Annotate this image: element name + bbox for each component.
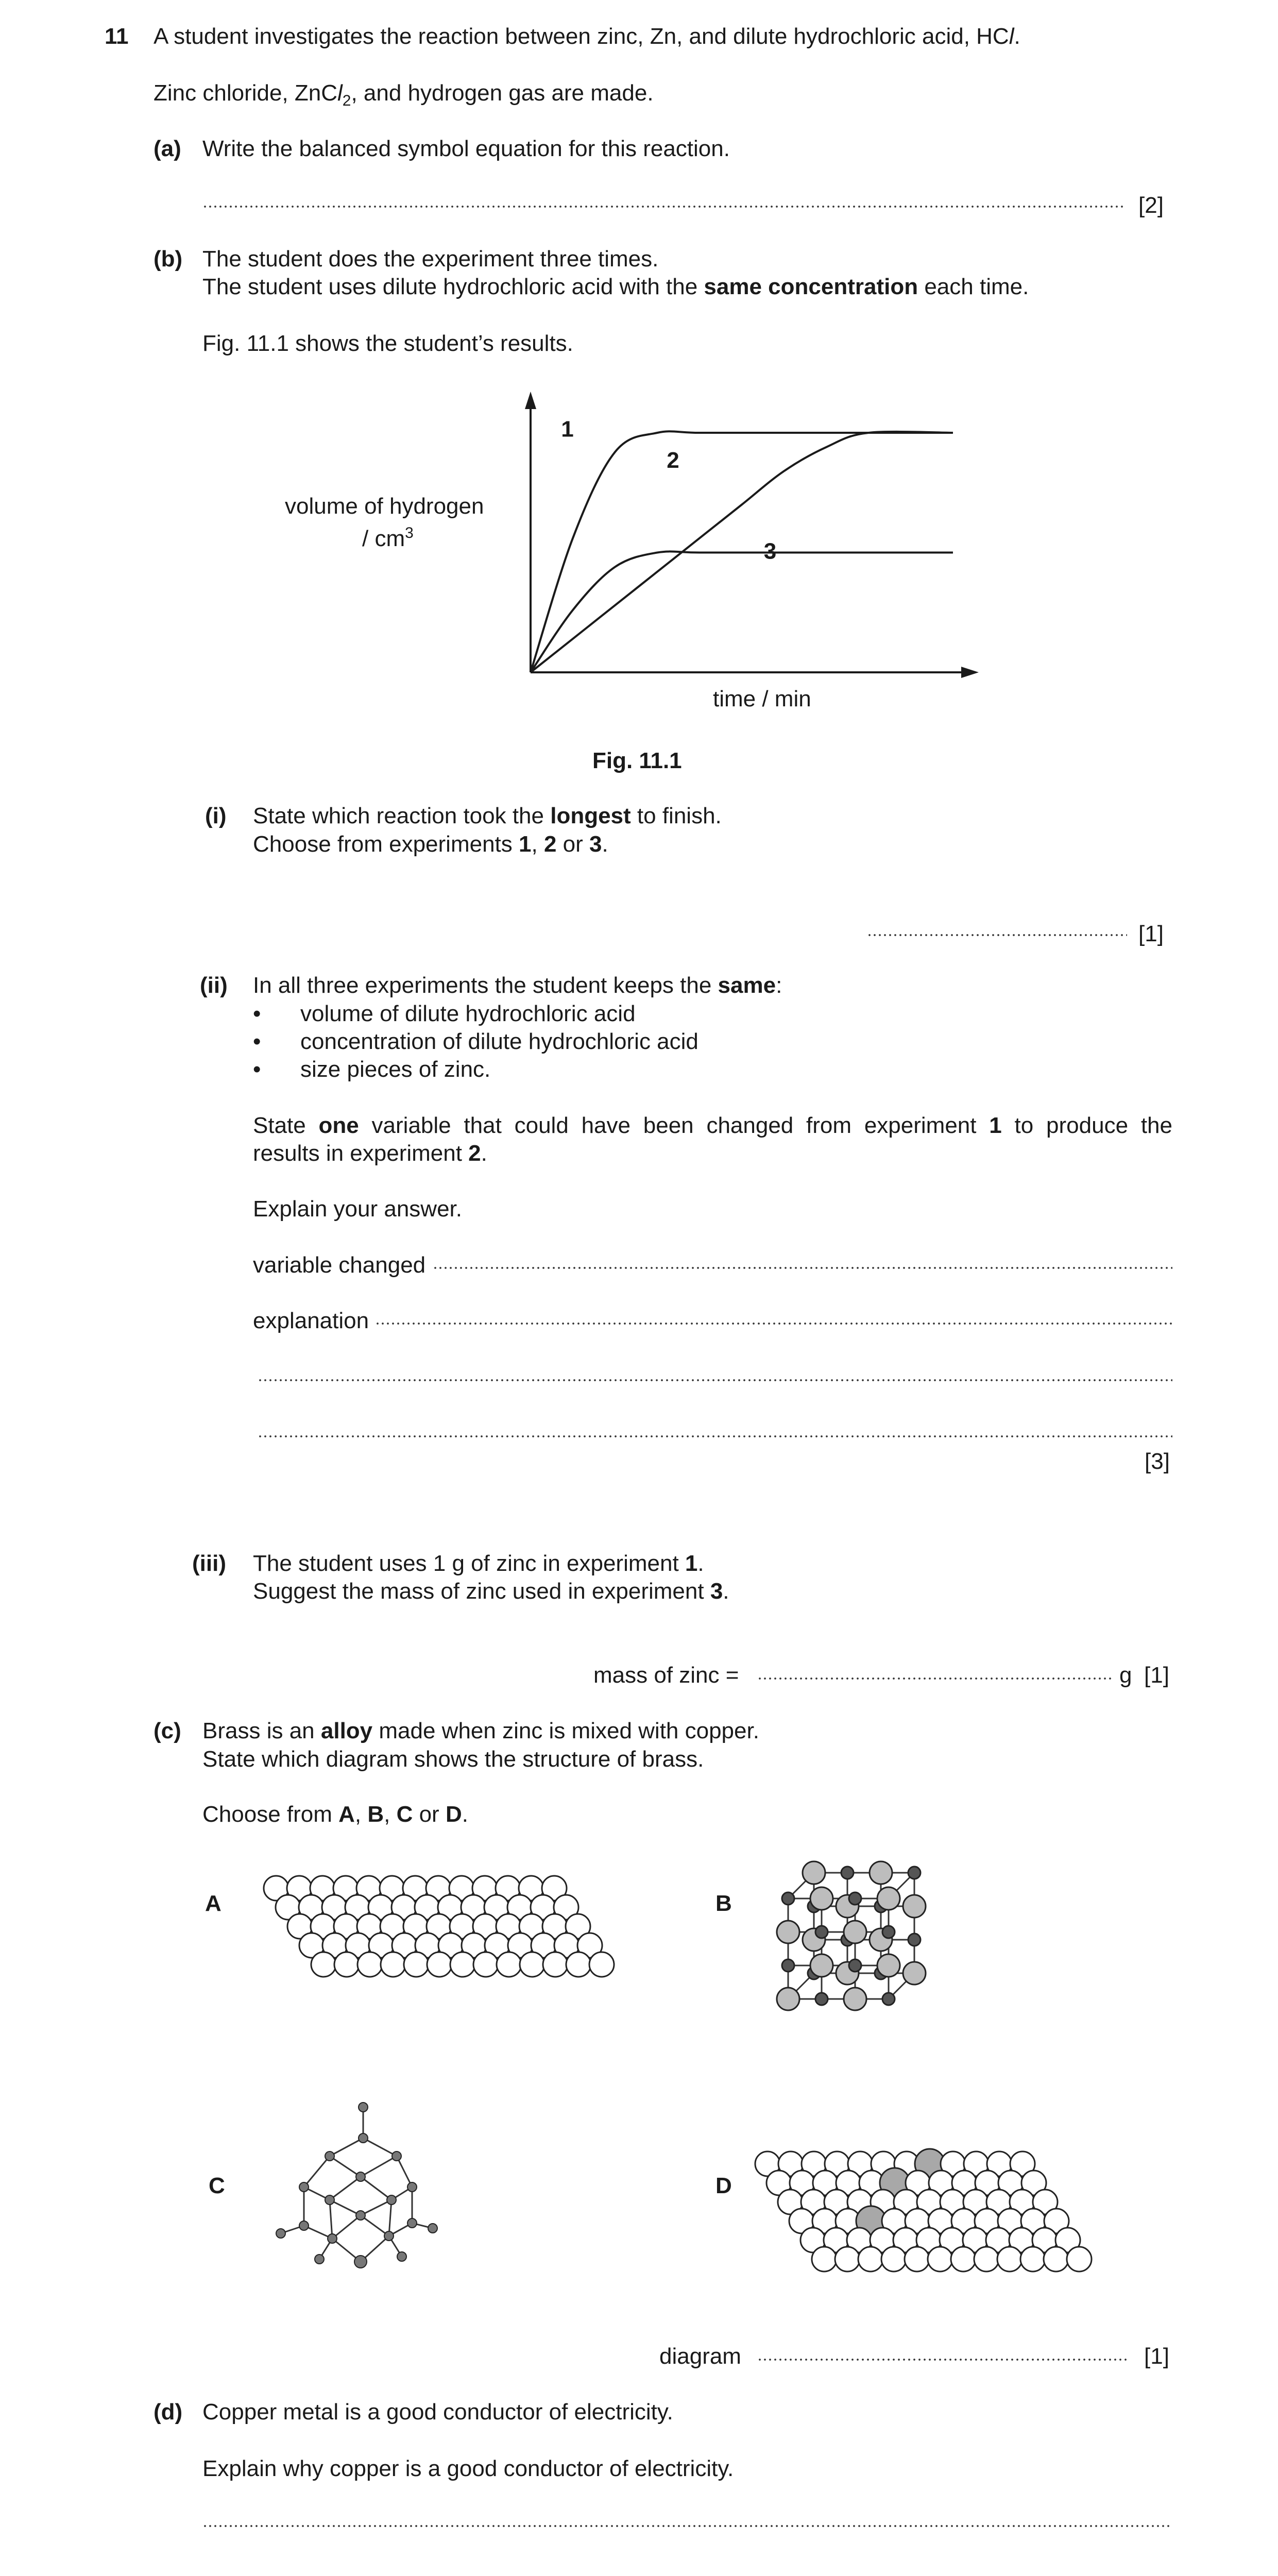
fig-caption: Fig. 11.1 (592, 748, 682, 773)
bond (330, 2200, 332, 2239)
bond (361, 2177, 391, 2200)
bullet-marker: • (253, 1029, 261, 1054)
atom (812, 2247, 837, 2272)
part-d-line1: Copper metal is a good conductor of electricity. (202, 2399, 673, 2425)
bond (361, 2156, 397, 2177)
part-d-label: (d) (154, 2399, 183, 2425)
explanation-label: explanation (253, 1308, 369, 1333)
atom (520, 1952, 544, 1977)
atom (905, 2247, 929, 2272)
part-a-label: (a) (154, 136, 181, 161)
part-a-text: Write the balanced symbol equation for this reaction. (202, 136, 730, 161)
atom (397, 2252, 406, 2261)
series-label-1: 1 (561, 416, 574, 442)
atom (384, 2231, 394, 2241)
chart-ylabel-unit: / $cm^3$ (362, 524, 414, 551)
bullet-item: volume of dilute hydrochloric acid (300, 1001, 636, 1026)
bullet-item: size pieces of zinc. (300, 1057, 491, 1082)
bond (361, 2215, 389, 2236)
part-a-marks: [2] (1138, 193, 1164, 218)
atom (473, 1952, 498, 1977)
part-b-i-line2: Choose from experiments 1, 2 or 3. (253, 832, 608, 857)
small-ion (782, 1959, 794, 1972)
part-b-line1: The student does the experiment three times. (202, 246, 659, 272)
small-ion (815, 1926, 828, 1938)
large-ion (877, 1887, 900, 1910)
small-ion (882, 1993, 895, 2005)
atom (354, 2256, 367, 2268)
variable-changed-label: variable changed (253, 1252, 426, 1278)
atom (1020, 2247, 1045, 2272)
mass-unit: g (1119, 1663, 1132, 1688)
question-number: 11 (105, 24, 129, 49)
small-ion (908, 1934, 921, 1946)
large-ion (877, 1954, 900, 1977)
atom (404, 1952, 429, 1977)
large-ion (903, 1962, 926, 1985)
part-b-iii-marks: [1] (1144, 1663, 1169, 1688)
part-b-i-label: (i) (205, 803, 227, 828)
atom (928, 2247, 952, 2272)
bond (330, 2200, 361, 2215)
part-b-label: (b) (154, 246, 183, 272)
atom (974, 2247, 999, 2272)
part-b-iii-line1: The student uses 1 g of zinc in experiment 1. (253, 1551, 704, 1576)
large-ion (810, 1887, 833, 1910)
bond (330, 2156, 361, 2177)
mass-of-zinc-label: mass of zinc = (593, 1663, 739, 1688)
atom (325, 2151, 334, 2161)
part-c-choose: Choose from A, B, C or D. (202, 1802, 468, 1827)
atom (299, 2221, 309, 2230)
atom (881, 2247, 906, 2272)
large-ion (844, 1988, 866, 2010)
small-ion (849, 1959, 861, 1972)
diagram-d-label: D (715, 2173, 732, 2198)
large-ion (903, 1895, 926, 1918)
atom (407, 2218, 417, 2228)
bullet-item: concentration of dilute hydrochloric acid (300, 1029, 698, 1054)
atom (1044, 2247, 1068, 2272)
atom (427, 1952, 452, 1977)
atom (392, 2151, 401, 2161)
atom (450, 1952, 475, 1977)
part-b-ii-explain: Explain your answer. (253, 1196, 462, 1222)
atom (276, 2229, 285, 2238)
atom (328, 2234, 337, 2243)
series-label-3: 3 (763, 538, 777, 564)
atom (428, 2224, 437, 2233)
atom (387, 2195, 396, 2205)
part-d-line2: Explain why copper is a good conductor of electricity. (202, 2456, 734, 2481)
large-ion (810, 1954, 833, 1977)
bond (304, 2156, 330, 2187)
atom (1067, 2247, 1092, 2272)
question-intro: A student investigates the reaction between zinc, Zn, and dilute hydrochloric acid, HCl. (154, 24, 1020, 49)
atom (359, 2133, 368, 2143)
part-c-label: (c) (154, 1718, 181, 1743)
small-ion (841, 1867, 854, 1879)
bond (361, 2200, 391, 2215)
bond (389, 2200, 391, 2236)
atom (325, 2195, 334, 2205)
bond (397, 2156, 412, 2187)
part-b-iii-line2: Suggest the mass of zinc used in experiment 3. (253, 1579, 729, 1604)
atom (357, 1952, 382, 1977)
part-b-i-marks: [1] (1138, 921, 1164, 946)
bond (330, 2177, 361, 2200)
large-ion (844, 1921, 866, 1943)
small-ion (849, 1892, 861, 1905)
diagram-b-ionic-lattice (777, 1861, 926, 2010)
question-product-line: Zinc chloride, ZnCl$_2$, and hydrogen gas are made. (154, 80, 654, 109)
atom (356, 2172, 365, 2181)
series-label-2: 2 (667, 447, 679, 473)
atom (543, 1952, 568, 1977)
atom (334, 1952, 359, 1977)
bullet-marker: • (253, 1057, 261, 1082)
atom (589, 1952, 614, 1977)
part-b-i-line1: State which reaction took the longest to finish. (253, 803, 722, 828)
part-b-ii-marks: [3] (1145, 1449, 1170, 1474)
atom (311, 1952, 336, 1977)
large-ion (777, 1921, 799, 1943)
fig-intro: Fig. 11.1 shows the student’s results. (202, 331, 573, 356)
part-b-ii-state-line2: results in experiment 2. (253, 1141, 487, 1166)
atom (497, 1952, 521, 1977)
part-c-marks: [1] (1144, 2344, 1169, 2369)
atom (359, 2103, 368, 2112)
atom (299, 2182, 309, 2192)
diagram-a-label: A (205, 1891, 221, 1916)
small-ion (908, 1867, 921, 1879)
atom (407, 2182, 417, 2192)
atom (381, 1952, 405, 1977)
large-ion (777, 1988, 799, 2010)
part-c-line2: State which diagram shows the structure of brass. (202, 1747, 704, 1772)
diagram-a-pure-metal-lattice (264, 1876, 614, 1977)
diagram-c-label: C (209, 2173, 225, 2198)
chart-ylabel: volume of hydrogen (285, 494, 484, 519)
diagram-c-giant-covalent-structure (276, 2103, 437, 2268)
bond (363, 2138, 397, 2156)
small-ion (882, 1926, 895, 1938)
part-b-line2: The student uses dilute hydrochloric acid with the same concentration each time. (202, 274, 1029, 299)
chart-xlabel: time / min (713, 686, 811, 711)
bullet-marker: • (253, 1001, 261, 1026)
small-ion (782, 1892, 794, 1905)
atom (858, 2247, 883, 2272)
atom (997, 2247, 1022, 2272)
large-ion (803, 1861, 825, 1884)
part-b-ii-state-line1: State one variable that could have been changed from experiment 1 to produce the (253, 1113, 1172, 1138)
bond (330, 2138, 363, 2156)
part-c-line1: Brass is an alloy made when zinc is mixed with copper. (202, 1718, 759, 1743)
atom (566, 1952, 591, 1977)
atom (951, 2247, 976, 2272)
small-ion (815, 1993, 828, 2005)
atom (356, 2211, 365, 2220)
diagram-answer-line[interactable] (757, 2358, 1128, 2361)
diagram-b-label: B (715, 1891, 732, 1916)
part-d-answer-line[interactable] (202, 2524, 1172, 2528)
atom (835, 2247, 860, 2272)
diagram-answer-label: diagram (659, 2344, 741, 2369)
part-b-ii-line1: In all three experiments the student keeps the same: (253, 973, 782, 998)
part-b-ii-label: (ii) (200, 973, 228, 998)
atom (315, 2255, 324, 2264)
part-b-iii-label: (iii) (192, 1551, 226, 1576)
large-ion (870, 1861, 892, 1884)
bond (332, 2215, 361, 2239)
diagram-d-alloy-lattice (755, 2149, 1092, 2272)
